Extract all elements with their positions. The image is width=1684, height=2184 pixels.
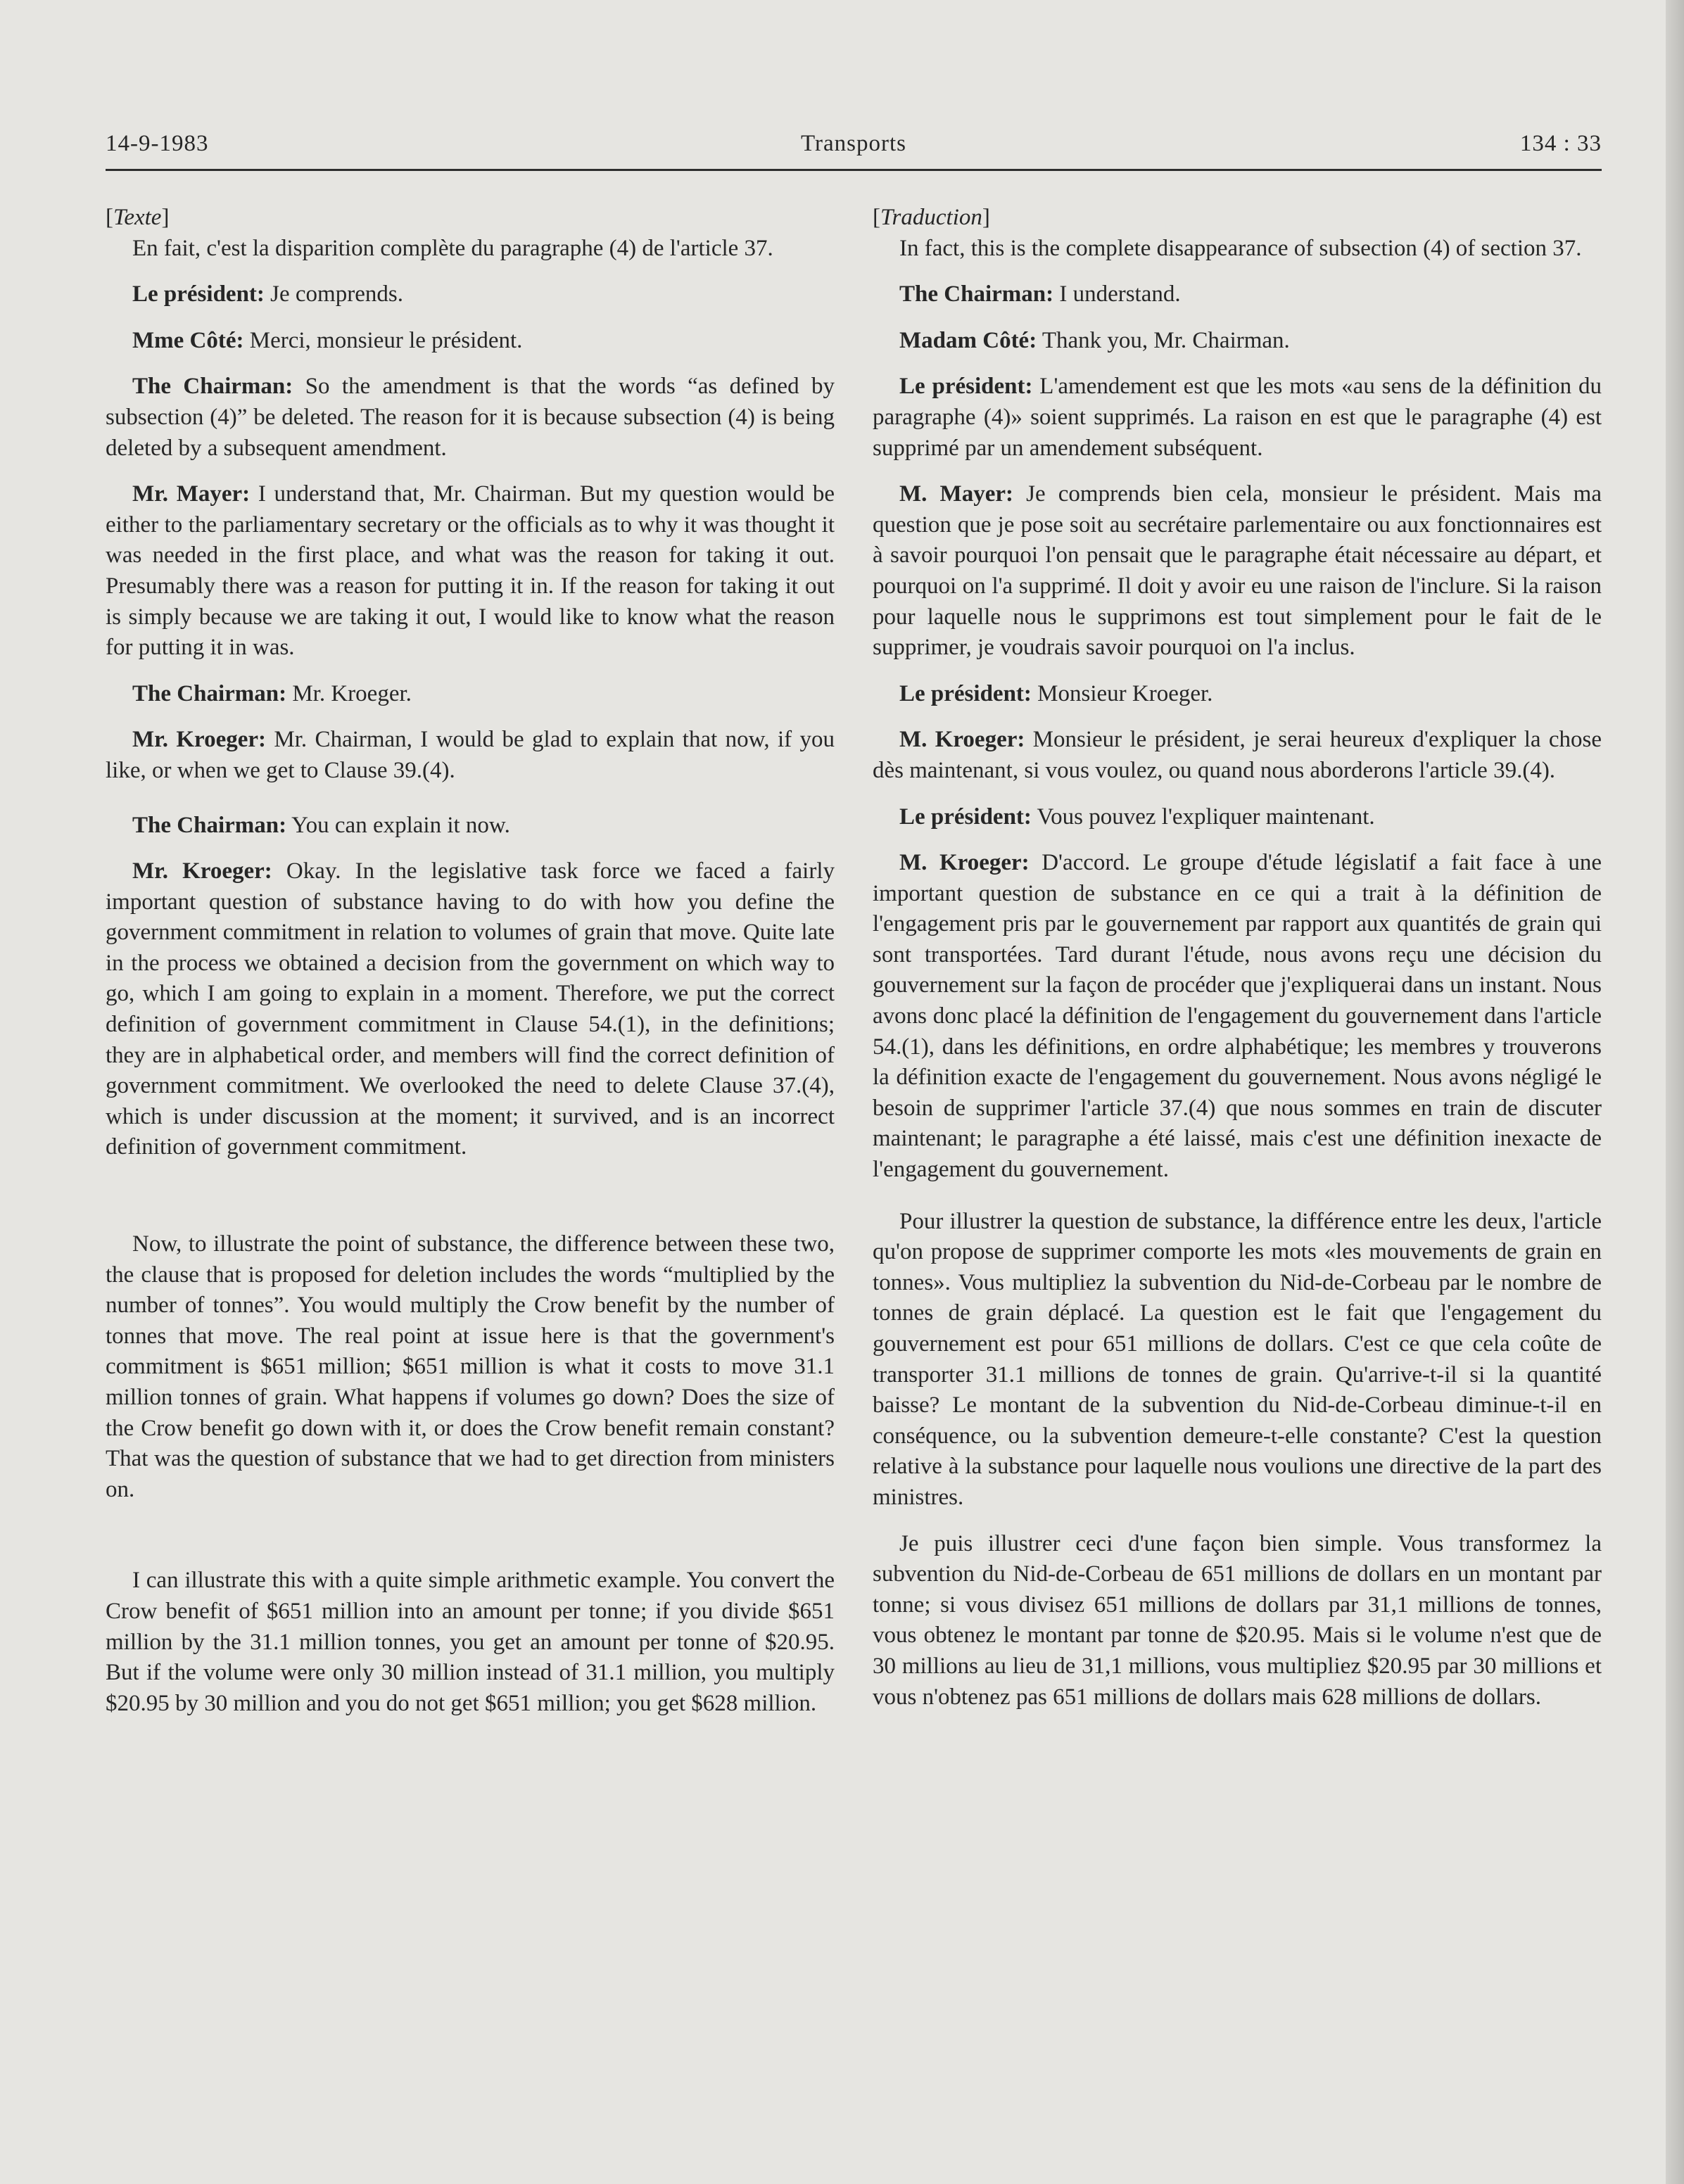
paragraph: Le président: Je comprends.	[132, 281, 403, 307]
paragraph: Pour illustrer la question de substance, la différence entre les deux, l'article qu'on propose de supprimer comporte les mots «les mouvements de grain en tonnes». Vous multipliez la subvention du Nid-de-Corbeau par le nombre de tonnes de grain déplacé. La question est le fait que l'engagement du gouvernement est pour 651 millions de dollars. C'est ce que cela coûte de transporter 31.1 millions de tonnes de grain. Qu'arrive-t-il si la quantité baisse? Le montant de la subvention du Nid-de-Corbeau diminue-t-il en conséquence, ou la subvention demeure-t-elle constante? C'est la question relative à la substance pour laquelle nous voulions une directive de la part des ministres.	[873, 1208, 1602, 1510]
paragraph: I can illustrate this with a quite simple arithmetic example. You convert the Crow benefit of $651 million into an amount per tonne; if you divide $651 million by the 31.1 million tonnes, you get an amount per tonne of $20.95. But if the volume were only 30 million instead of 31.1 million, you multiply $20.95 by 30 million and you do not get $651 million; you get $628 million.	[106, 1568, 835, 1716]
paragraph: The Chairman: I understand.	[899, 281, 1181, 307]
paragraph: Mr. Mayer: I understand that, Mr. Chairman. But my question would be either to the parliamentary secretary or the officials as to why it was thought it was needed in the first place, and what was the reason for taking it out. Presumably there was a reason for putting it in. If the reason for taking it out is simply because we are taking it out, I would like to know what the reason for putting it in was.	[106, 481, 835, 661]
paragraph: Now, to illustrate the point of substance, the difference between these two, the clause that is proposed for deletion includes the words “multiplied by the number of tonnes”. You would multiply the Crow benefit by the number of tonnes that move. The real point at issue here is that the government's commitment is $651 million; $651 million is what it costs to move 31.1 million tonnes of grain. What happens if volumes go down? Does the size of the Crow benefit go down with it, or does the Crow benefit remain constant? That was the question of substance that we had to get direction from ministers on.	[106, 1231, 835, 1502]
paragraph: Madam Côté: Thank you, Mr. Chairman.	[899, 327, 1290, 353]
page-edge	[1666, 0, 1684, 2184]
paragraph: Le président: Monsieur Kroeger.	[899, 680, 1213, 706]
paragraph: The Chairman: Mr. Kroeger.	[132, 680, 412, 706]
header-page-number: 134 : 33	[1519, 131, 1602, 156]
paragraph: Mr. Kroeger: Okay. In the legislative task force we faced a fairly important question of substance having to do with how you define the government commitment in relation to volumes of grain that move. Quite late in the process we obtained a decision from the government on which way to go, which I am going to explain in a moment. Therefore, we put the correct definition of government commitment in Clause 54.(1), in the definitions; they are in alphabetical order, and members will find the correct definition of government commitment. We overlooked the need to delete Clause 37.(4), which is under discussion at the moment; it survived, and is an incorrect definition of government commitment.	[106, 858, 835, 1160]
paragraph: Le président: L'amendement est que les mots «au sens de la définition du paragraphe (4)» soient supprimés. La raison en est que le paragraphe (4) est supprimé par un amendement subséquent.	[873, 374, 1602, 461]
paragraph: M. Kroeger: D'accord. Le groupe d'étude législatif a fait face à une important question de substance en ce qui a trait à la définition de l'engagement pris par le gouvernement par rapport aux quantités de grain qui sont transportées. Tard durant l'étude, nous avons reçu une décision du gouvernement sur la façon de procéder que j'expliquerai dans un instant. Nous avons donc placé la définition de l'engagement du gouvernement dans l'article 54.(1), dans les définitions, en ordre alphabétique; les membres y trouverons la définition exacte de l'engagement du gouvernement. Nous avons négligé le besoin de supprimer l'article 37.(4) que nous sommes en train de discuter maintenant; le paragraphe a été laissé, mais c'est une définition inexacte de l'engagement du gouvernement.	[873, 850, 1602, 1183]
right-column	[873, 203, 1602, 1728]
left-column	[106, 203, 835, 1734]
header-title: Transports	[801, 131, 906, 156]
paragraph: Je puis illustrer ceci d'une façon bien simple. Vous transformez la subvention du Nid-de-Corbeau de 651 millions de dollars en un montant par tonne; si vous divisez 651 millions de dollars par 31,1 millions de tonnes, vous obtenez le montant par tonne de $20.95. Mais si le volume n'est que de 30 millions au lieu de 31,1 millions, vous multipliez $20.95 par 30 millions et vous n'obtenez pas 651 millions de dollars mais 628 millions de dollars.	[873, 1530, 1602, 1710]
language-tag: [Texte]	[106, 205, 170, 230]
paragraph: M. Kroeger: Monsieur le président, je serai heureux d'expliquer la chose dès maintenant, si vous voulez, ou quand nous aborderons l'article 39.(4).	[873, 727, 1602, 783]
running-header	[106, 131, 1602, 166]
paragraph: Le président: Vous pouvez l'expliquer maintenant.	[899, 804, 1375, 830]
paragraph: Mr. Kroeger: Mr. Chairman, I would be glad to explain that now, if you like, or when we get to Clause 39.(4).	[106, 727, 835, 783]
paragraph: Mme Côté: Merci, monsieur le président.	[132, 327, 523, 353]
language-tag: [Traduction]	[873, 205, 990, 230]
header-date: 14-9-1983	[106, 131, 209, 156]
paragraph: In fact, this is the complete disappearance of subsection (4) of section 37.	[899, 235, 1582, 261]
paragraph: M. Mayer: Je comprends bien cela, monsieur le président. Mais ma question que je pose soit au secrétaire parlementaire ou aux fonctionnaires est à savoir pourquoi l'on pensait que le paragraphe était nécessaire au départ, et pourquoi on l'a supprimé. Il doit y avoir eu une raison de l'inclure. Si la raison pour laquelle nous le supprimons est tout simplement pour le fait de le supprimer, je voudrais savoir pourquoi on l'a inclus.	[873, 481, 1602, 661]
paragraph: The Chairman: You can explain it now.	[132, 812, 510, 838]
header-rule	[106, 169, 1602, 171]
paragraph: En fait, c'est la disparition complète du paragraphe (4) de l'article 37.	[132, 235, 773, 261]
paragraph: The Chairman: So the amendment is that the words “as defined by subsection (4)” be deleted. The reason for it is because subsection (4) is being deleted by a subsequent amendment.	[106, 374, 835, 461]
